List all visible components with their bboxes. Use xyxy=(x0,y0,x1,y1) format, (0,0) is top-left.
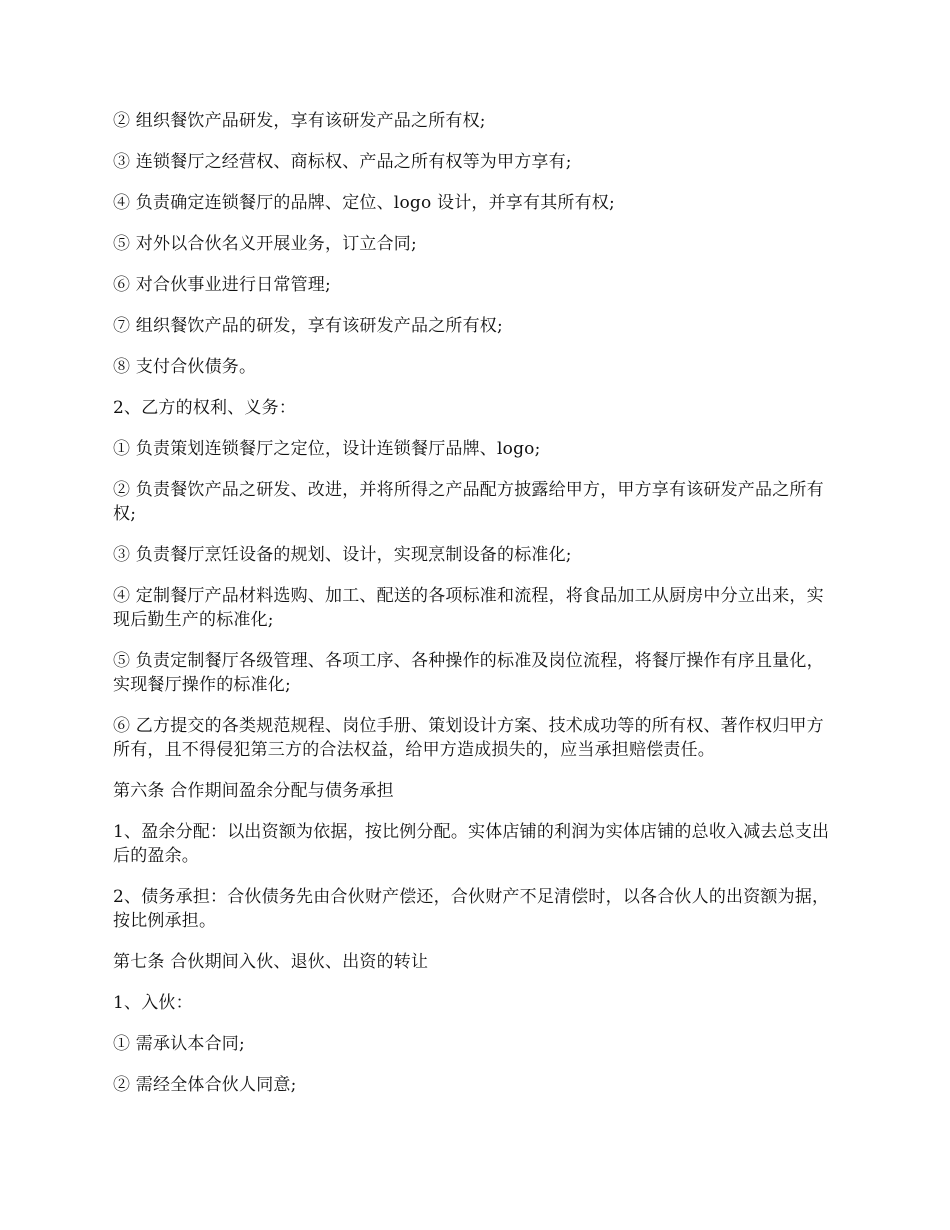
paragraph-item-8: ⑧ 支付合伙债务。 xyxy=(113,357,257,377)
article-6-clause-2: 2、债务承担：合伙债务先由合伙财产偿还，合伙财产不足清偿时，以各合伙人的出资额为据，按比例承担。 xyxy=(113,887,830,931)
document-body xyxy=(113,109,831,1114)
article-7-item-2: ② 需经全体合伙人同意; xyxy=(113,1075,297,1095)
article-7-item-1: ① 需承认本合同; xyxy=(113,1034,245,1054)
article-6-heading: 第六条 合作期间盈余分配与债务承担 xyxy=(113,781,394,801)
paragraph-item-4: ④ 负责确定连锁餐厅的品牌、定位、logo 设计，并享有其所有权; xyxy=(113,193,615,213)
paragraph-b-item-3: ③ 负责餐厅烹饪设备的规划、设计，实现烹制设备的标准化; xyxy=(113,545,572,565)
paragraph-b-item-6: ⑥ 乙方提交的各类规范规程、岗位手册、策划设计方案、技术成功等的所有权、著作权归甲方所有，且不得侵犯第三方的合法权益，给甲方造成损失的，应当承担赔偿责任。 xyxy=(113,716,824,760)
paragraph-b-item-2: ② 负责餐饮产品之研发、改进，并将所得之产品配方披露给甲方，甲方享有该研发产品之所有权; xyxy=(113,480,824,524)
paragraph-b-item-4: ④ 定制餐厅产品材料选购、加工、配送的各项标准和流程，将食品加工从厨房中分立出来，实现后勤生产的标准化; xyxy=(113,586,824,630)
paragraph-item-5: ⑤ 对外以合伙名义开展业务，订立合同; xyxy=(113,234,417,254)
paragraph-b-item-1: ① 负责策划连锁餐厅之定位，设计连锁餐厅品牌、logo; xyxy=(113,439,541,459)
paragraph-item-3: ③ 连锁餐厅之经营权、商标权、产品之所有权等为甲方享有; xyxy=(113,152,572,172)
paragraph-item-6: ⑥ 对合伙事业进行日常管理; xyxy=(113,275,331,295)
article-6-clause-1: 1、盈余分配：以出资额为依据，按比例分配。实体店铺的利润为实体店铺的总收入减去总支出后的盈余。 xyxy=(113,822,830,866)
article-7-clause-1: 1、入伙： xyxy=(113,993,193,1013)
paragraph-item-7: ⑦ 组织餐饮产品的研发，享有该研发产品之所有权; xyxy=(113,316,503,336)
paragraph-b-item-5: ⑤ 负责定制餐厅各级管理、各项工序、各种操作的标准及岗位流程，将餐厅操作有序且量化，实现餐厅操作的标准化; xyxy=(113,651,824,695)
paragraph-item-2: ② 组织餐饮产品研发，享有该研发产品之所有权; xyxy=(113,111,486,131)
article-7-heading: 第七条 合伙期间入伙、退伙、出资的转让 xyxy=(113,952,429,972)
section-heading-party-b: 2、乙方的权利、义务： xyxy=(113,398,297,418)
